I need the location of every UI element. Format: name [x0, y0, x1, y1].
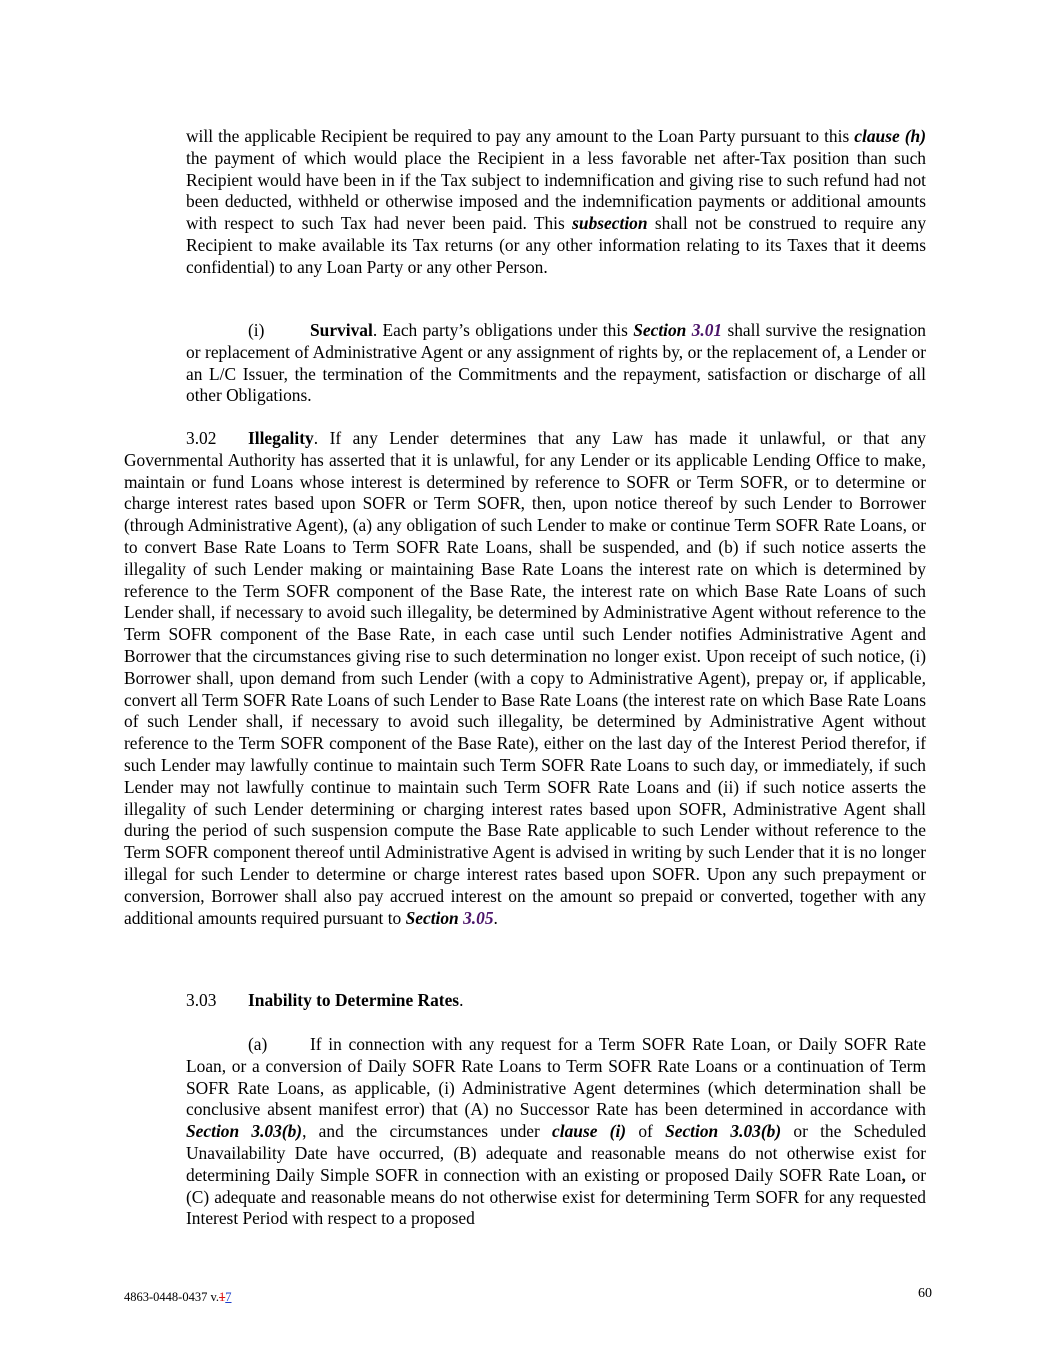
text-run: . If any Lender determines that any Law has made it unlawful, or that any Governmental Authority has asserted that it is unlawful, for any Lender or its applicable Lending Office to make, maintain or fund Loans whose interest is determined by reference to SOFR or Term SOFR, or to determine or charge interest rates based upon SOFR or Term SOFR, then, upon notice thereof by such Lender to Borrower (through Administrative Agent), (a) any obligation of such Lender to make or continue Term SOFR Rate Loans, or to convert Base Rate Loans to Term SOFR Rate Loans, shall be suspended, and (b) if such notice asserts the illegality of such Lender making or maintaining Base Rate Loans the interest rate on which is determined by reference to the Term SOFR component of the Base Rate, the interest rate on which Base Rate Loans of such Lender shall, if necessary to avoid such illegality, be determined by Administrative Agent without reference to the Term SOFR component of the Base Rate, in each case until such Lender notifies Administrative Agent and Borrower that the circumstances giving rise to such determination no longer exist. Upon receipt of such notice, (i) Borrower shall, upon demand from such Lender (with a copy to Administrative Agent), prepay or, if applicable, convert all Term SOFR Rate Loans of such Lender to Base Rate Loans (the interest rate on which Base Rate Loans of such Lender shall, if necessary to avoid such illegality, be determined by Administrative Agent without reference to the Term SOFR component of the Base Rate), either on the last day of the Interest Period therefor, if such Lender may lawfully continue to maintain such Term SOFR Rate Loans to such day, or immediately, if such Lender may not lawfully continue to maintain such Term SOFR Rate Loans and (ii) if such notice asserts the illegality of such Lender determining or charging interest rates based upon SOFR, Administrative Agent shall during the period of such suspension compute the Base Rate applicable to such Lender without reference to the Term SOFR component thereof until Administrative Agent is advised in writing by such Lender that it is no longer illegal for such Lender to determine or charge interest rates based upon SOFR. Upon any such prepayment or conversion, Borrower shall also pay accrued interest on the amount so prepaid or converted, together with any additional amounts required pursuant to [124, 428, 926, 928]
section-reference-word: Section [405, 907, 464, 928]
text-run: of [626, 1121, 666, 1142]
text-run: . Each party’s obligations under this [372, 320, 634, 340]
document-id-footer [124, 1290, 232, 1305]
text-run: If in connection with any request for a Term SOFR Rate Loan, or Daily SOFR Rate Loan, or a conversion of Daily SOFR Rate Loans to Term SOFR Rate Loans or a continuation of Term SOFR Rate Loans, as applicable, (i) Administrative Agent determines (which determination shall be conclusive absent manifest error) that (A) no Successor Rate has been determined in accordance with [186, 1034, 926, 1120]
inserted-version: 7 [225, 1290, 232, 1304]
section-reference-link[interactable]: 3.05 [463, 907, 494, 928]
paragraph-a [186, 1034, 926, 1230]
section-3-03-heading [186, 990, 926, 1012]
section-number: 3.02 [186, 428, 217, 448]
text-run: or (C) adequate and reasonable means do not otherwise exist for determining Term SOFR for any requested Interest Period with respect to a proposed [186, 1164, 926, 1229]
section-reference: Section 3.03(b) [665, 1121, 782, 1142]
page-number: 60 [918, 1286, 932, 1301]
section-heading: Inability to Determine Rates [248, 990, 460, 1010]
section-3-02-illegality [124, 428, 926, 929]
text-run: . [459, 990, 464, 1010]
paragraph-h-continuation [186, 126, 926, 279]
section-reference-word: Section [633, 320, 692, 340]
section-reference: Section 3.03(b) [186, 1121, 303, 1142]
section-heading: Illegality [248, 428, 314, 448]
clause-reference: clause (h) [854, 126, 926, 146]
text-run: will the applicable Recipient be required to pay any amount to the Loan Party pursuant to this [186, 126, 855, 146]
paragraph-i-survival [186, 320, 926, 407]
section-number: 3.03 [186, 990, 217, 1010]
clause-reference: clause (i) [552, 1121, 627, 1142]
text-run: the payment of which would place the Recipient in a less favorable net after-Tax position than such Recipient would have been in if the Tax subject to indemnification and giving rise to such refund had not been deducted, withheld or otherwise imposed and the indemnification payments or additional amounts with respect to such Tax had never been paid. This [186, 147, 926, 234]
deleted-version: 1 [219, 1290, 226, 1304]
text-run: shall not be construed to require any Recipient to make available its Tax returns (or any other information relating to its Taxes that it deems confidential) to any Loan Party or any other Person. [186, 213, 927, 277]
paragraph-number: (i) [248, 320, 265, 340]
text-run: shall survive the resignation or replacement of Administrative Agent or any assignment of rights by, or the replacement of, a Lender or an L/C Issuer, the termination of the Commitments and the repayment, satisfaction or discharge of all other Obligations. [186, 320, 926, 406]
text-run: . [493, 907, 498, 928]
subsection-reference: subsection [572, 213, 648, 234]
paragraph-number: (a) [248, 1034, 268, 1054]
section-reference-link[interactable]: 3.01 [691, 320, 723, 340]
text-run: , [901, 1164, 906, 1185]
text-run: or the Scheduled Unavailability Date have occurred, (B) adequate and reasonable means do not otherwise exist for determining Daily Simple SOFR in connection with an existing or proposed Daily SOFR Rate Loan [186, 1121, 927, 1185]
paragraph-heading: Survival [310, 320, 373, 340]
text-run: , and the circumstances under [302, 1121, 553, 1142]
document-id: 4863-0448-0437 v. [124, 1290, 220, 1304]
